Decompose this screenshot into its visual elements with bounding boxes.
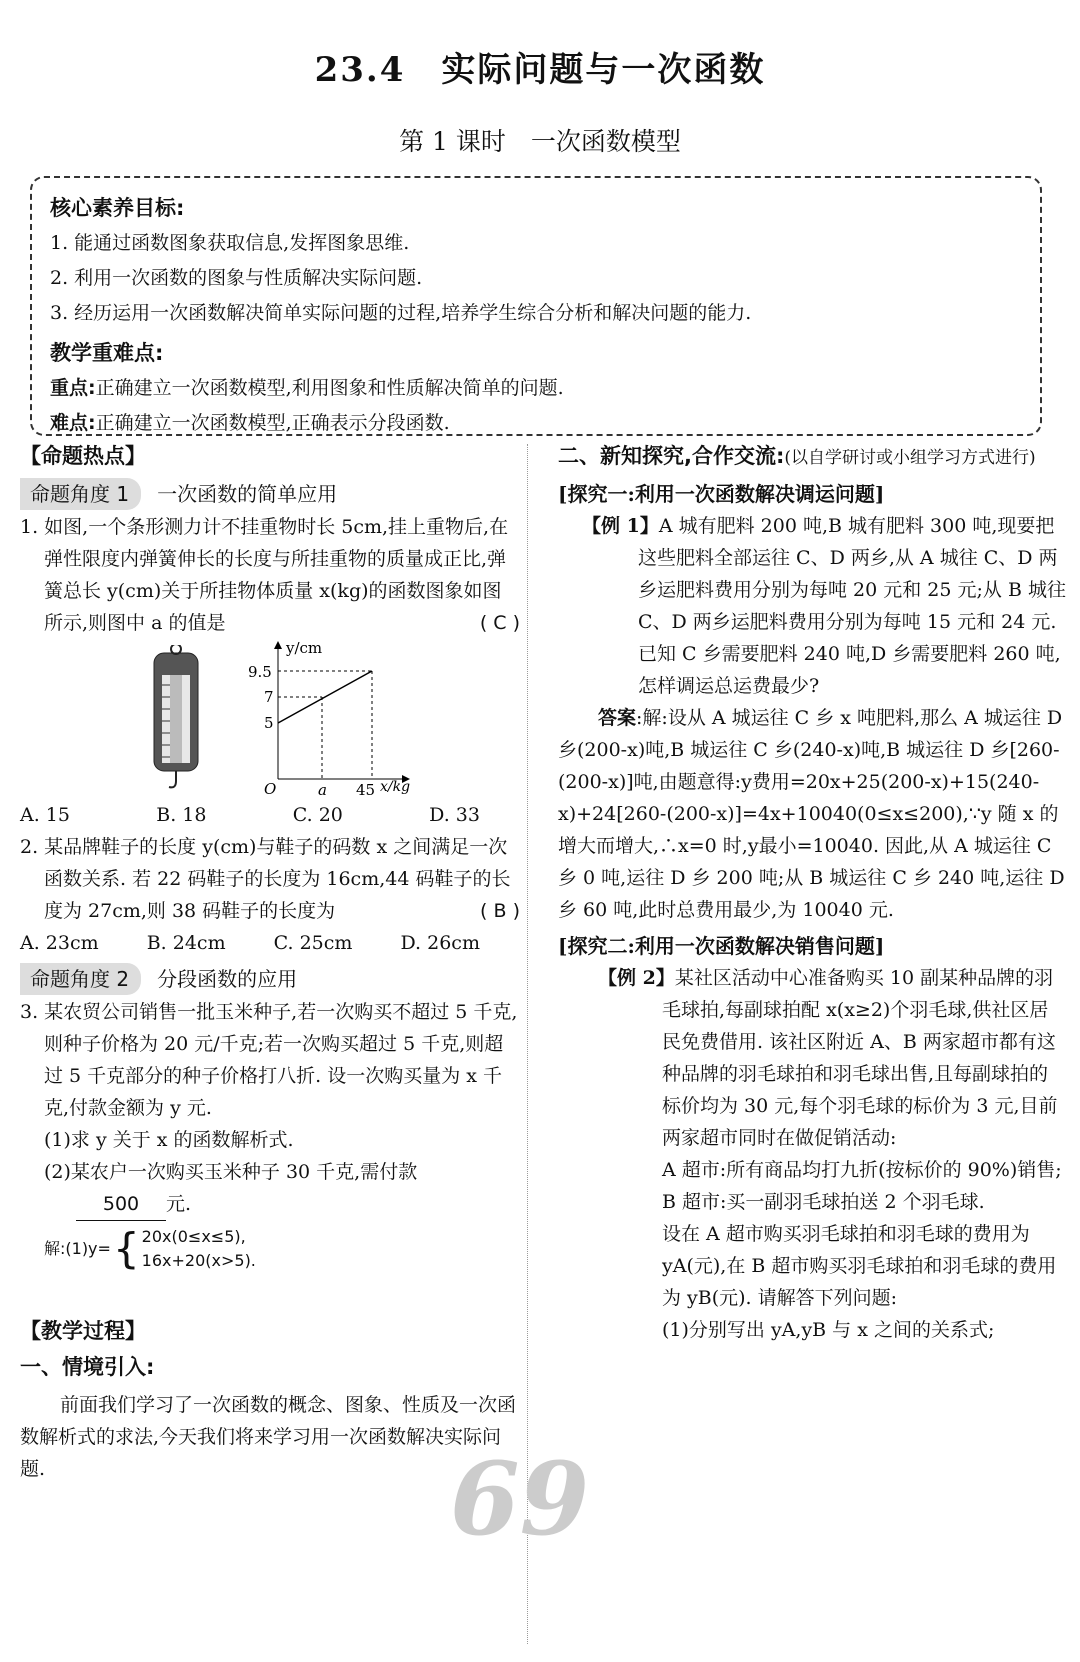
lesson-subtitle: 第 1 课时 一次函数模型: [399, 127, 681, 156]
goal-item: 2. 利用一次函数的图象与性质解决实际问题.: [50, 267, 423, 289]
question-3: 3. 某农贸公司销售一批玉米种子,若一次购买不超过 5 千克,则种子价格为 20 元/千克;若一次购买超过 5 千克,则超过 5 千克部分的种子价格打八折. 设一次购买量为 x 千克,付款金额为 y 元.: [20, 1001, 518, 1119]
supermarket-b: B 超市:买一副羽毛球拍送 2 个羽毛球.: [662, 1191, 985, 1213]
x-tick-label: 45: [356, 781, 376, 799]
question-1: 1. 如图,一个条形测力计不挂重物时长 5cm,挂上重物后,在弹性限度内弹簧伸长的长度与所挂重物的质量成正比,弹簧总长 y(cm)关于所挂物体质量 x(kg)的函数图象如图所示,则图中 a 的值是 ( C ): [20, 516, 520, 634]
function-graph: [230, 639, 410, 799]
q1-figures: [20, 639, 520, 799]
question-2: 2. 某品牌鞋子的长度 y(cm)与鞋子的码数 x 之间满足一次函数关系. 若 22 码鞋子的长度为 16cm,44 码鞋子的长度为 27cm,则 38 码鞋子的长度为 ( B ): [20, 836, 520, 922]
key-point: 重点:正确建立一次函数模型,利用图象和性质解决简单的问题.: [50, 377, 564, 399]
supermarket-a: A 超市:所有商品均打九折(按标价的 90%)销售;: [662, 1159, 1062, 1181]
difficult-point: 难点:正确建立一次函数模型,正确表示分段函数.: [50, 412, 450, 434]
explore1-title: [探究一:利用一次函数解决调运问题]: [558, 482, 885, 506]
angle1-header: 命题角度 1 一次函数的简单应用: [20, 478, 520, 511]
q2-options: A. 23cm B. 24cm C. 25cm D. 26cm: [20, 932, 480, 954]
q3-solution: 解:(1)y= { 20x(0≤x≤5), 16x+20(x>5).: [44, 1224, 256, 1273]
left-column: [20, 440, 520, 1485]
explore2-title: [探究二:利用一次函数解决销售问题]: [558, 934, 885, 958]
intro-heading: 一、情境引入:: [20, 1355, 155, 1379]
goals-box: [30, 176, 1042, 436]
explore-heading: 二、新知探究,合作交流:(以自学研讨或小组学习方式进行): [558, 444, 1036, 468]
y-axis-label: y/cm: [286, 639, 323, 657]
angle2-header: 命题角度 2 分段函数的应用: [20, 963, 520, 996]
y-tick-label: 9.5: [248, 663, 272, 681]
right-column: [558, 440, 1066, 1346]
origin-label: O: [264, 780, 277, 798]
spring-scale-image: [136, 645, 216, 795]
x-axis-label: x/kg: [380, 779, 410, 795]
q3-answer: 500 元.: [20, 1188, 520, 1221]
example-2-setup: 设在 A 超市购买羽毛球拍和羽毛球的费用为 yA(元),在 B 超市购买羽毛球拍和羽毛球的费用为 yB(元). 请解答下列问题:: [662, 1223, 1057, 1309]
y-tick-label: 5: [264, 714, 274, 732]
page-title: 23.4 实际问题与一次函数: [314, 50, 766, 90]
intro-text: 前面我们学习了一次函数的概念、图象、性质及一次函数解析式的求法,今天我们将来学习用一次函数解决实际问题.: [20, 1394, 517, 1480]
goal-item: 1. 能通过函数图象获取信息,发挥图象思维.: [50, 232, 410, 254]
process-heading: 【教学过程】: [20, 1319, 146, 1343]
q1-options: A. 15 B. 18 C. 20 D. 33: [20, 804, 480, 826]
x-tick-label: a: [318, 781, 327, 799]
y-tick-label: 7: [264, 688, 274, 706]
goals-heading: 核心素养目标:: [50, 196, 185, 220]
key-heading: 教学重难点:: [50, 341, 164, 365]
page-number: 69: [450, 1440, 590, 1558]
goal-item: 3. 经历运用一次函数解决简单实际问题的过程,培养学生综合分析和解决问题的能力.: [50, 302, 752, 324]
q3-part1: (1)求 y 关于 x 的函数解析式.: [44, 1129, 294, 1151]
hot-heading: 【命题热点】: [20, 444, 146, 468]
example-2-q1: (1)分别写出 yA,yB 与 x 之间的关系式;: [662, 1319, 995, 1341]
example-1-answer: 答案:解:设从 A 城运往 C 乡 x 吨肥料,那么 A 城运往 D 乡(200-x)吨,B 城运往 C 乡(240-x)吨,B 城运往 D 乡[260-(200-x)]吨,由题意得:y费用=20x+25(200-x)+15(240-x)+24[260-(200-x)]=4x+10040(0≤x≤200),∵y 随 x 的增大而增大,∴x=0 时,y最小=10040. 因此,从 A 城运往 C 乡 0 吨,运往 D 乡 200 吨;从 B 城运往 C 乡 240 吨,运往 D 乡 60 吨,此时总费用最少,为 10040 元.: [558, 707, 1065, 921]
example-1: 【例 1】A 城有肥料 200 吨,B 城有肥料 300 吨,现要把这些肥料全部运往 C、D 两乡,从 A 城往 C、D 两乡运肥料费用分别为每吨 20 元和 25 元;从 B 城往 C、D 两乡运肥料费用分别为每吨 15 元和 24 元. 已知 C 乡需要肥料 240 吨,D 乡需要肥料 260 吨,怎样调运总运费最少?: [582, 515, 1066, 697]
example-2: 【例 2】某社区活动中心准备购买 10 副某种品牌的羽毛球拍,每副球拍配 x(x≥2)个羽毛球,供社区居民免费借用. 该社区附近 A、B 两家超市都有这种品牌的羽毛球拍和羽毛球出售,且每副球拍的标价均为 30 元,每个羽毛球的标价为 3 元,目前两家超市同时在做促销活动:: [598, 967, 1058, 1149]
q3-part2: (2)某农户一次购买玉米种子 30 千克,需付款: [44, 1161, 418, 1183]
